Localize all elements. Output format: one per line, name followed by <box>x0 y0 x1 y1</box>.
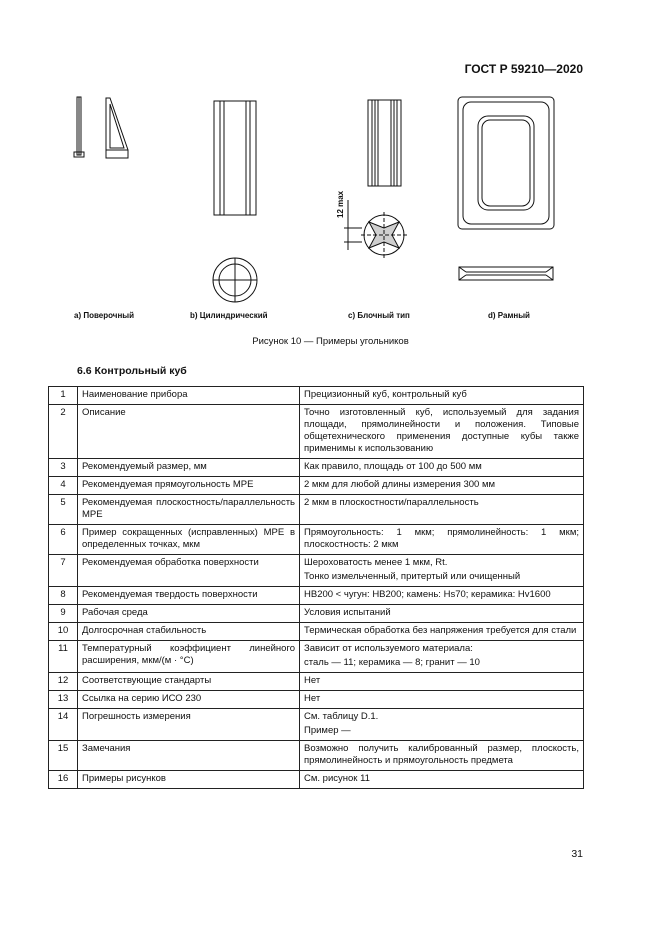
row-parameter: Описание <box>78 405 300 459</box>
table-row <box>49 387 584 405</box>
row-value-line: 2 мкм в плоскостности/параллельность <box>304 497 479 508</box>
row-parameter: Ссылка на серию ИСО 230 <box>78 691 300 709</box>
table-row <box>49 623 584 641</box>
figure-10-drawings <box>0 0 661 340</box>
cylindrical-square-drawing <box>213 101 257 302</box>
row-parameter: Рекомендуемая обработка поверхности <box>78 555 300 587</box>
row-value-line: сталь — 11; керамика — 8; гранит — 10 <box>304 657 480 668</box>
frame-square-drawing <box>458 97 554 280</box>
table-row <box>49 405 584 459</box>
row-value-line: Прямоугольность: 1 мкм; прямолинейность: 1 мкм; плоскостность: 2 мкм <box>304 527 579 550</box>
row-number: 6 <box>49 525 78 555</box>
figure-label-d: d) Рамный <box>488 311 530 320</box>
table-row <box>49 691 584 709</box>
row-value <box>300 673 584 691</box>
row-value <box>300 555 584 587</box>
row-value-line: Точно изготовленный куб, используемый для задания площади, прямолинейности и положения. Типовые общетехнического применения доступные кубы также применимы к использованию <box>304 407 579 454</box>
row-number: 5 <box>49 495 78 525</box>
row-number: 8 <box>49 587 78 605</box>
row-number: 10 <box>49 623 78 641</box>
row-parameter: Наименование прибора <box>78 387 300 405</box>
row-value <box>300 495 584 525</box>
row-value-line: Зависит от используемого материала: <box>304 643 473 654</box>
row-value-line: HB200 < чугун: HB200; камень: Hs70; керамика: Hv1600 <box>304 589 551 600</box>
row-value-line: Нет <box>304 675 321 686</box>
document-id: ГОСТ Р 59210—2020 <box>464 62 583 76</box>
table-row <box>49 709 584 741</box>
row-number: 14 <box>49 709 78 741</box>
row-parameter: Рекомендуемый размер, мм <box>78 459 300 477</box>
row-value <box>300 709 584 741</box>
row-value <box>300 387 584 405</box>
section-title: 6.6 Контрольный куб <box>77 365 187 377</box>
table-row <box>49 555 584 587</box>
block-square-drawing <box>344 100 407 258</box>
table-row <box>49 495 584 525</box>
figure-label-b: b) Цилиндрический <box>190 311 268 320</box>
row-parameter: Рабочая среда <box>78 605 300 623</box>
row-value-line: Шероховатость менее 1 мкм, Rt. <box>304 557 448 568</box>
row-value-line: Условия испытаний <box>304 607 391 618</box>
row-value-line: Пример — <box>304 725 351 736</box>
row-number: 7 <box>49 555 78 587</box>
row-parameter: Примеры рисунков <box>78 771 300 789</box>
row-value-line: Тонко измельченный, притертый или очищенный <box>304 571 521 582</box>
row-number: 2 <box>49 405 78 459</box>
row-number: 4 <box>49 477 78 495</box>
table-row <box>49 525 584 555</box>
row-number: 12 <box>49 673 78 691</box>
row-parameter: Соответствующие стандарты <box>78 673 300 691</box>
figure-label-c: c) Блочный тип <box>348 311 410 320</box>
row-number: 11 <box>49 641 78 673</box>
row-parameter: Рекомендуемая плоскостность/параллельность MPE <box>78 495 300 525</box>
row-value-line: Возможно получить калиброванный размер, плоскость, прямолинейность и прямоугольность предмета <box>304 743 579 766</box>
row-number: 13 <box>49 691 78 709</box>
try-square-drawing <box>74 97 128 158</box>
page-number: 31 <box>571 848 583 860</box>
row-parameter: Долгосрочная стабильность <box>78 623 300 641</box>
row-value <box>300 623 584 641</box>
row-parameter: Рекомендуемая твердость поверхности <box>78 587 300 605</box>
figure-label-a: a) Поверочный <box>74 311 135 320</box>
row-value <box>300 771 584 789</box>
dimension-label: 12 max <box>336 190 345 218</box>
row-number: 3 <box>49 459 78 477</box>
row-parameter: Температурный коэффициент линейного расширения, мкм/(м · °C) <box>78 641 300 673</box>
row-value-line: См. рисунок 11 <box>304 773 370 784</box>
row-number: 1 <box>49 387 78 405</box>
row-value <box>300 405 584 459</box>
table-row <box>49 477 584 495</box>
row-value <box>300 587 584 605</box>
row-number: 16 <box>49 771 78 789</box>
row-number: 15 <box>49 741 78 771</box>
row-value <box>300 741 584 771</box>
table-row <box>49 641 584 673</box>
row-parameter: Замечания <box>78 741 300 771</box>
row-value <box>300 525 584 555</box>
row-value <box>300 641 584 673</box>
row-value <box>300 691 584 709</box>
row-value <box>300 459 584 477</box>
row-parameter: Погрешность измерения <box>78 709 300 741</box>
table-row <box>49 741 584 771</box>
row-value-line: Нет <box>304 693 321 704</box>
table-row <box>49 771 584 789</box>
row-number: 9 <box>49 605 78 623</box>
row-value-line: Как правило, площадь от 100 до 500 мм <box>304 461 482 472</box>
row-parameter: Пример сокращенных (исправленных) MPE в определенных точках, мкм <box>78 525 300 555</box>
row-value <box>300 605 584 623</box>
table-row <box>49 587 584 605</box>
figure-caption: Рисунок 10 — Примеры угольников <box>252 336 409 347</box>
row-parameter: Рекомендуемая прямоугольность MPE <box>78 477 300 495</box>
table-row <box>49 605 584 623</box>
row-value-line: Термическая обработка без напряжения требуется для стали <box>304 625 577 636</box>
table-row <box>49 459 584 477</box>
row-value-line: Прецизионный куб, контрольный куб <box>304 389 467 400</box>
row-value <box>300 477 584 495</box>
specification-table <box>48 386 584 789</box>
table-row <box>49 673 584 691</box>
row-value-line: См. таблицу D.1. <box>304 711 379 722</box>
row-value-line: 2 мкм для любой длины измерения 300 мм <box>304 479 496 490</box>
